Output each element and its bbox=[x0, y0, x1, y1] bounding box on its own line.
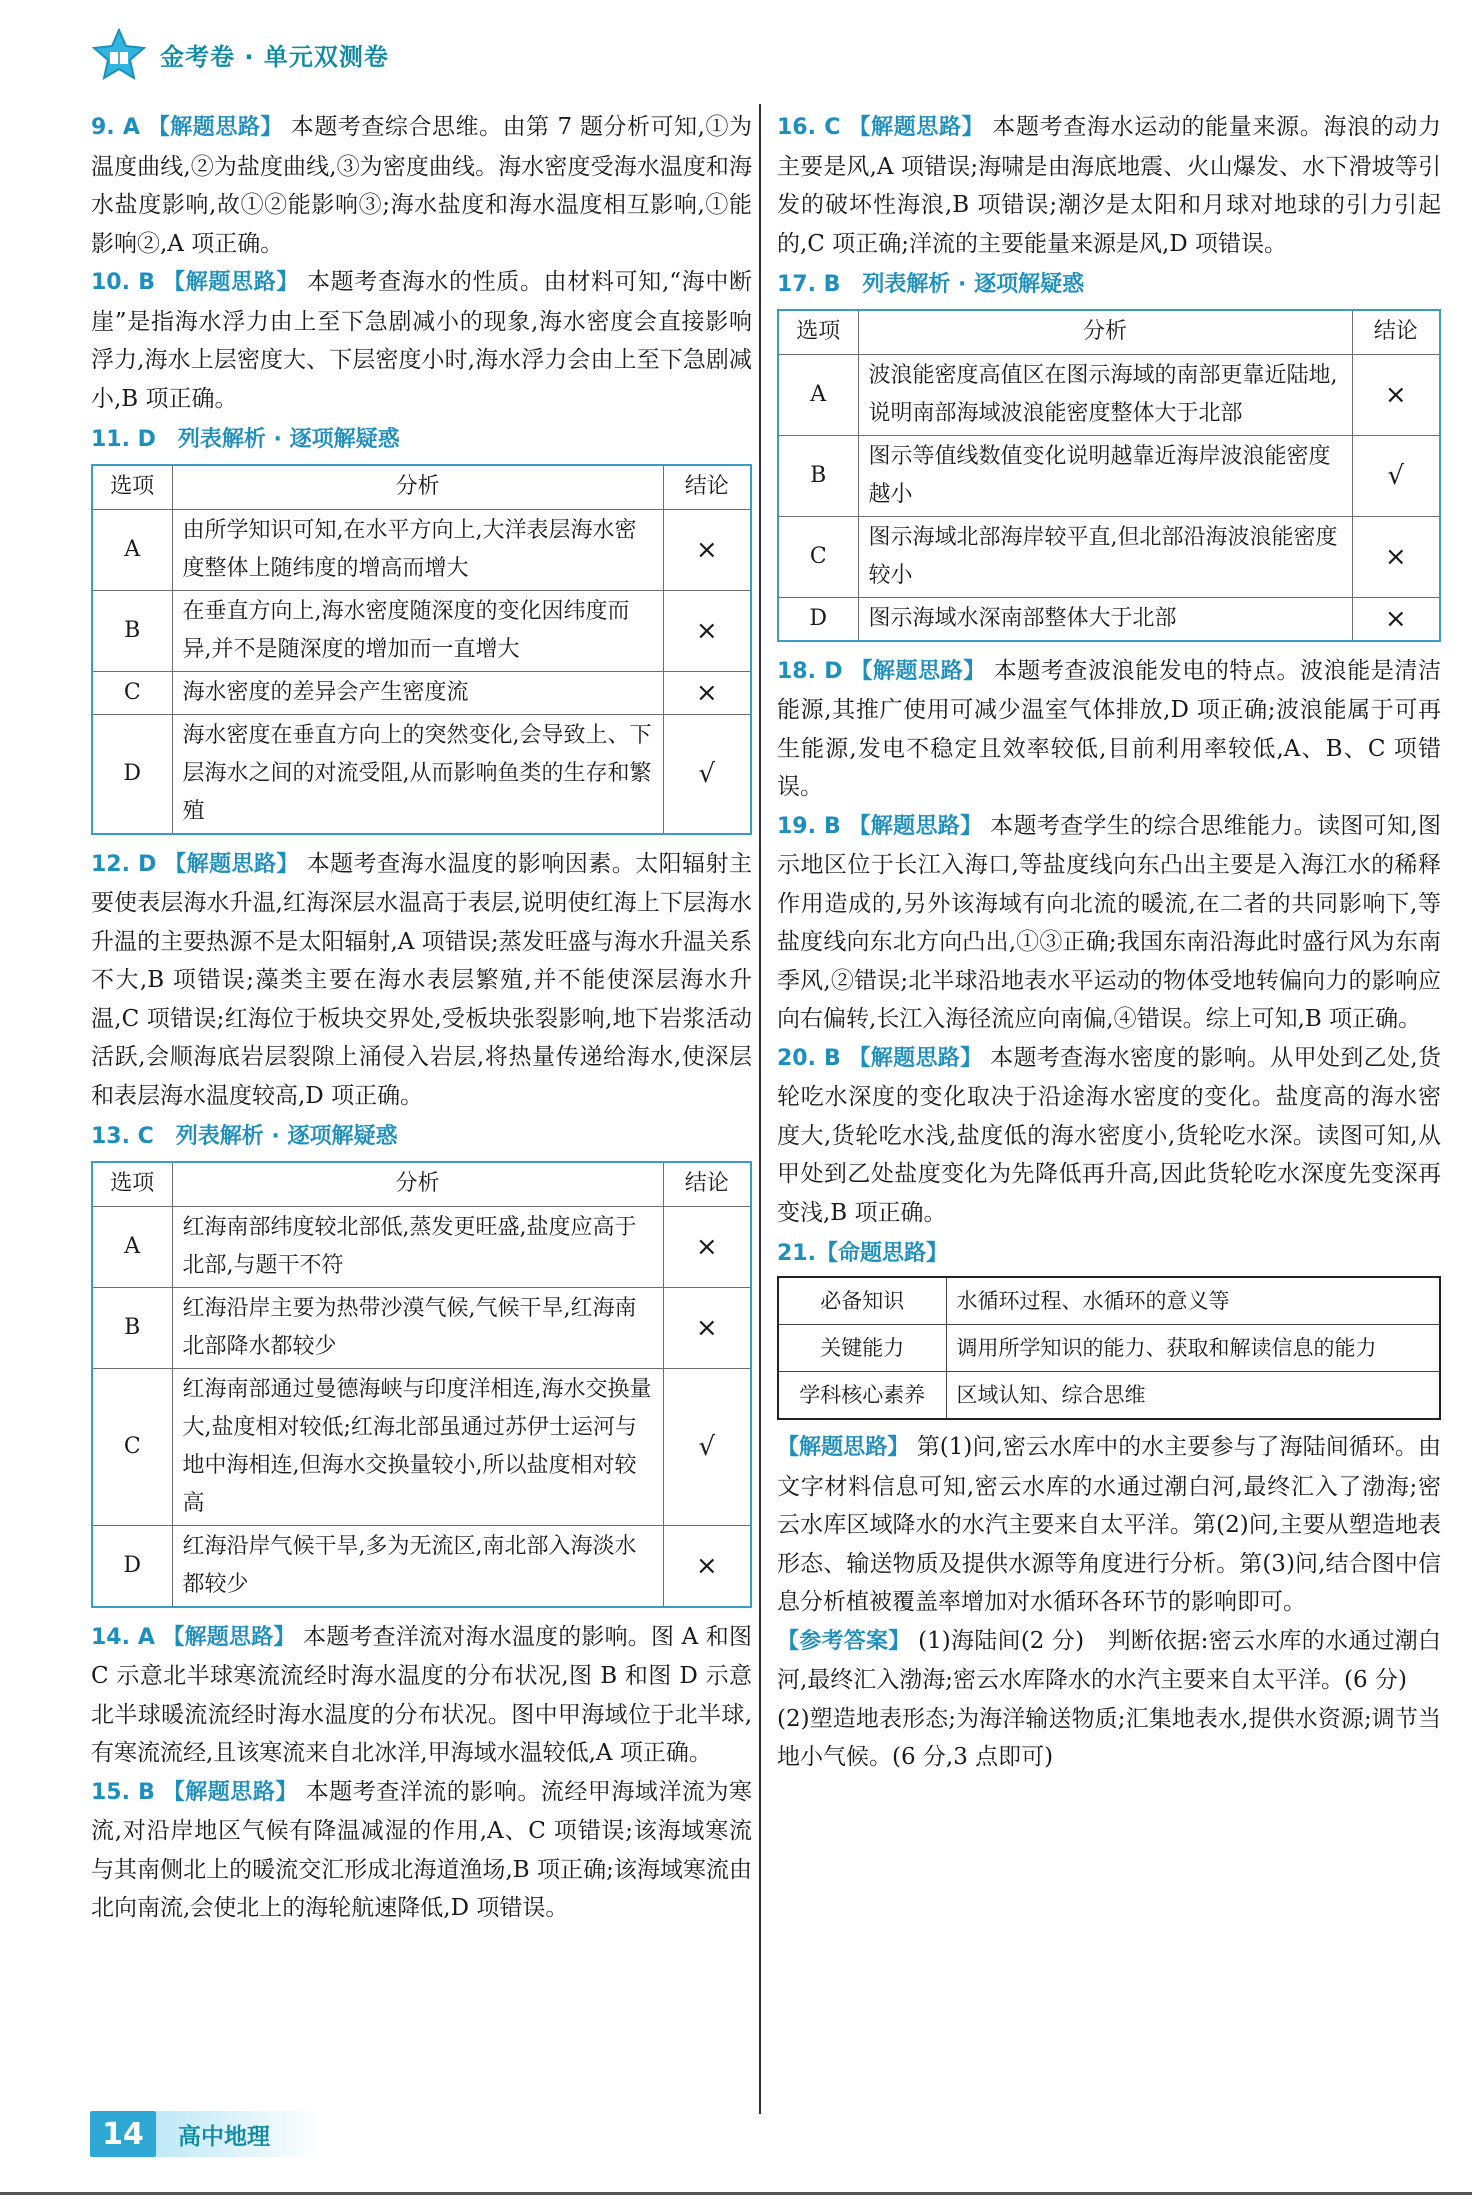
table-row: C 图示海域北部海岸较平直,但北部沿海波浪能密度较小 × bbox=[778, 516, 1440, 597]
table-row: 必备知识 水循环过程、水循环的意义等 bbox=[778, 1277, 1440, 1325]
q21-answer-1: 【参考答案】 (1)海陆间(2 分) 判断依据:密云水库的水通过潮白河,最终汇入渤海;密云水库降水的水汽主要来自太平洋。(6 分) bbox=[777, 1627, 1441, 1693]
table-row: A 红海南部纬度较北部低,蒸发更旺盛,盐度应高于北部,与题干不符 × bbox=[92, 1206, 751, 1287]
star-book-logo-icon bbox=[90, 28, 148, 80]
page-number: 14 bbox=[90, 2111, 156, 2157]
q21-solution-idea: 【解题思路】 第(1)问,密云水库中的水主要参与了海陆间循环。由文字材料信息可知,密云水库的水通过潮白河,最终汇入了渤海;密云水库区域降水的水汽主要来自太平洋。第(2)问,主要从塑造地表形态、输送物质及提供水源等角度进行分析。第(3)问,结合图中信息分析植被覆盖率增加对水循环各环节的影响即可。 bbox=[777, 1434, 1441, 1615]
q17-table: 选项 分析 结论 A 波浪能密度高值区在图示海域的南部更靠近陆地,说明南部海域波浪能密度整体大于北部 × B 图示等值线数值变化说明越靠近海岸波浪能密度越小 √ C 图示海域北部海岸较平直,但北部沿海波浪能密度较小 × D 图示海域水深南部整体大于北部 × bbox=[777, 309, 1441, 642]
column-divider bbox=[759, 104, 761, 2114]
q13-table: 选项 分析 结论 A 红海南部纬度较北部低,蒸发更旺盛,盐度应高于北部,与题干不符 × B 红海沿岸主要为热带沙漠气候,气候干旱,红海南北部降水都较少 × C 红海南部通过曼德海峡与印度洋相连,海水交换量大,盐度相对较低;红海北部虽通过苏伊士运河与地中海相连,但海水交换量较小,所以盐度相对较高 √ D 红海沿岸气候干旱,多为无流区,南北部入海淡水都较少 × bbox=[91, 1161, 752, 1608]
table-row: B 图示等值线数值变化说明越靠近海岸波浪能密度越小 √ bbox=[778, 435, 1440, 516]
table-row: C 海水密度的差异会产生密度流 × bbox=[92, 671, 751, 714]
answer-q19: 19. B 【解题思路】 本题考查学生的综合思维能力。读图可知,图示地区位于长江入海口,等盐度线向东凸出主要是入海江水的稀释作用造成的,另外该海域有向北流的暖流,在二者的共同影响下,等盐度线向东北方向凸出,①③正确;我国东南沿海此时盛行风为东南季风,②错误;北半球沿地表水平运动的物体受地转偏向力的影响应向右偏转,长江入海径流应向南偏,④错误。综上可知,B 项正确。 bbox=[777, 812, 1441, 1032]
q21-answer-2: (2)塑造地表形态;为海洋输送物质;汇集地表水,提供水资源;调节当地小气候。(6 分,3 点即可) bbox=[777, 1705, 1441, 1770]
answer-q10: 10. B 【解题思路】 本题考查海水的性质。由材料可知,“海中断崖”是指海水浮力由上至下急剧减小的现象,海水密度会直接影响浮力,海水上层密度大、下层密度小时,海水浮力会由上至下急剧减小,B 项正确。 bbox=[91, 269, 753, 412]
header-title: 金考卷 · 单元双测卷 bbox=[160, 42, 389, 71]
page-footer bbox=[90, 2110, 326, 2158]
q11-heading: 11. D 列表解析 · 逐项解疑惑 bbox=[91, 427, 400, 452]
table-row: B 在垂直方向上,海水密度随深度的变化因纬度而异,并不是随深度的增加而一直增大 × bbox=[92, 590, 751, 671]
answer-q15: 15. B 【解题思路】 本题考查洋流的影响。流经甲海域洋流为寒流,对沿岸地区气候有降温减湿的作用,A、C 项错误;该海域寒流与其南侧北上的暖流交汇形成北海道渔场,B 项正确;该海域寒流由北向南流,会使北上的海轮航速降低,D 项错误。 bbox=[91, 1778, 752, 1921]
table-row: 关键能力 调用所学知识的能力、获取和解读信息的能力 bbox=[778, 1325, 1440, 1372]
right-column bbox=[777, 108, 1441, 1777]
subject-label: 高中地理 bbox=[156, 2111, 326, 2157]
table-row: B 红海沿岸主要为热带沙漠气候,气候干旱,红海南北部降水都较少 × bbox=[92, 1287, 751, 1368]
table-row: D 图示海域水深南部整体大于北部 × bbox=[778, 597, 1440, 641]
q21-knowledge-table bbox=[777, 1276, 1441, 1420]
table-row: D 红海沿岸气候干旱,多为无流区,南北部入海淡水都较少 × bbox=[92, 1525, 751, 1607]
q11-table: 选项 分析 结论 A 由所学知识可知,在水平方向上,大洋表层海水密度整体上随纬度的增高而增大 × B 在垂直方向上,海水密度随深度的变化因纬度而异,并不是随深度的增加而一直增大 × C 海水密度的差异会产生密度流 × D 海水密度在垂直方向上的突然变化,会导致上、下层海水之间的对流受阻,从而影响鱼类的生存和繁殖 √ bbox=[91, 464, 752, 835]
answer-q12: 12. D 【解题思路】 本题考查海水温度的影响因素。太阳辐射主要使表层海水升温,红海深层水温高于表层,说明使红海上下层海水升温的主要热源不是太阳辐射,A 项错误;蒸发旺盛与海水升温关系不大,B 项错误;藻类主要在海水表层繁殖,并不能使深层海水升温,C 项错误;红海位于板块交界处,受板块张裂影响,地下岩浆活动活跃,会顺海底岩层裂隙上涌侵入岩层,将热量传递给海水,使深层和表层海水温度较高,D 项正确。 bbox=[91, 850, 753, 1109]
answer-q20: 20. B 【解题思路】 本题考查海水密度的影响。从甲处到乙处,货轮吃水深度的变化取决于沿途海水密度的变化。盐度高的海水密度大,货轮吃水浅,盐度低的海水密度小,货轮吃水深。读图可知,从甲处到乙处盐度变化为先降低再升高,因此货轮吃水深度先变深再变浅,B 项正确。 bbox=[777, 1044, 1441, 1226]
table-row: A 波浪能密度高值区在图示海域的南部更靠近陆地,说明南部海域波浪能密度整体大于北部 × bbox=[778, 354, 1440, 435]
answer-q14: 14. A 【解题思路】 本题考查洋流对海水温度的影响。图 A 和图 C 示意北半球寒流流经时海水温度的分布状况,图 B 和图 D 示意北半球暖流流经时海水温度的分布状况。图中甲海域位于北半球,有寒流流经,且该寒流来自北冰洋,甲海域水温较低,A 项正确。 bbox=[91, 1623, 752, 1766]
answer-q16: 16. C 【解题思路】 本题考查海水运动的能量来源。海浪的动力主要是风,A 项错误;海啸是由海底地震、火山爆发、水下滑坡等引发的破坏性海浪,B 项错误;潮汐是太阳和月球对地球的引力引起的,C 项正确;洋流的主要能量来源是风,D 项错误。 bbox=[777, 114, 1442, 257]
left-column bbox=[91, 108, 752, 1928]
q17-heading: 17. B 列表解析 · 逐项解疑惑 bbox=[777, 272, 1085, 297]
table-row: 学科核心素养 区域认知、综合思维 bbox=[778, 1372, 1440, 1420]
table-row: C 红海南部通过曼德海峡与印度洋相连,海水交换量大,盐度相对较低;红海北部虽通过苏伊士运河与地中海相连,但海水交换量较小,所以盐度相对较高 √ bbox=[92, 1368, 751, 1525]
answer-q18: 18. D 【解题思路】 本题考查波浪能发电的特点。波浪能是清洁能源,其推广使用可减少温室气体排放,D 项正确;波浪能属于可再生能源,发电不稳定且效率较低,目前利用率较低,A、B、C 项错误。 bbox=[777, 657, 1441, 800]
q21-heading: 21.【命题思路】 bbox=[777, 1241, 948, 1266]
table-row: A 由所学知识可知,在水平方向上,大洋表层海水密度整体上随纬度的增高而增大 × bbox=[92, 509, 751, 590]
page-header bbox=[90, 28, 389, 80]
table-row: D 海水密度在垂直方向上的突然变化,会导致上、下层海水之间的对流受阻,从而影响鱼类的生存和繁殖 √ bbox=[92, 714, 751, 834]
q13-heading: 13. C 列表解析 · 逐项解疑惑 bbox=[91, 1124, 398, 1149]
bottom-rule bbox=[0, 2192, 1472, 2195]
answer-q9: 9. A 【解题思路】 本题考查综合思维。由第 7 题分析可知,①为温度曲线,②为盐度曲线,③为密度曲线。海水密度受海水温度和海水盐度影响,故①②能影响③;海水盐度和海水温度相互影响,①能影响②,A 项正确。 bbox=[91, 114, 752, 257]
